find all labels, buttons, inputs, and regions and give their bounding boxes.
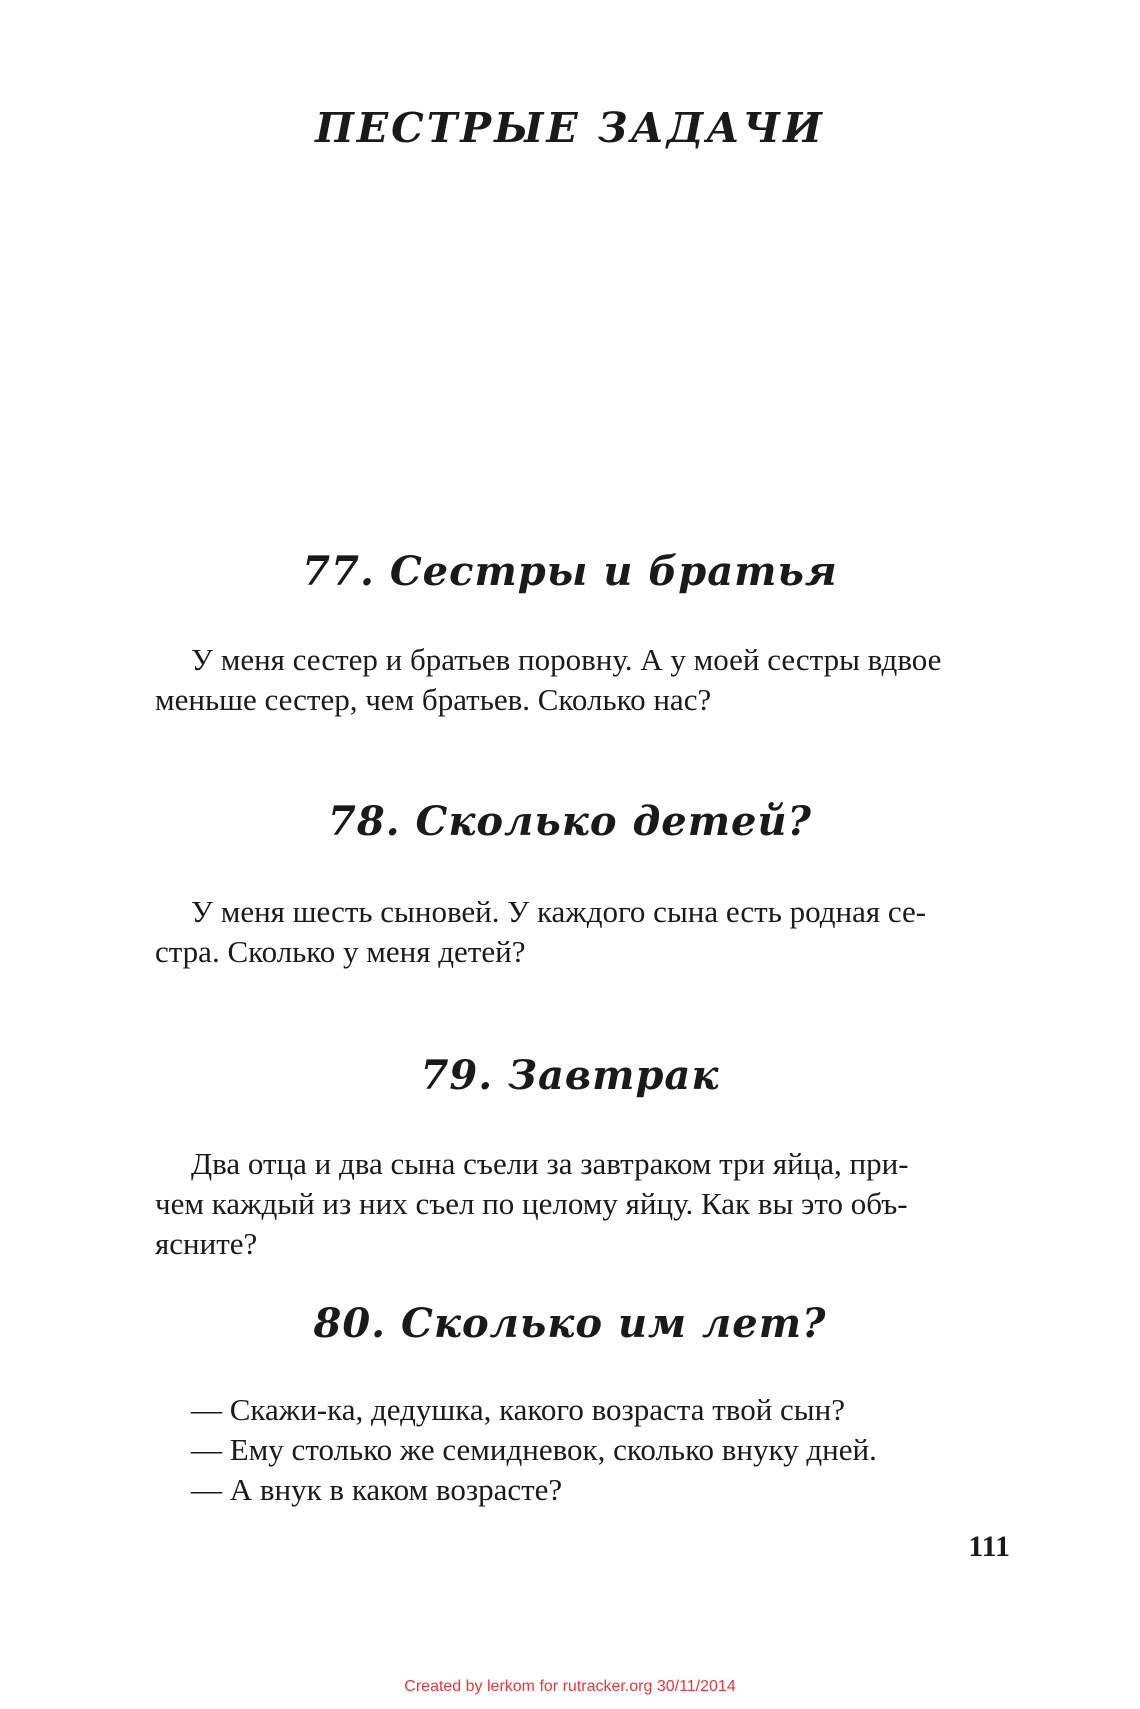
problem-80-line-1: — Скажи-ка, дедушка, какого возраста твой сын? <box>191 1392 845 1427</box>
page-heading: ПЕСТРЫЕ ЗАДАЧИ <box>315 104 825 152</box>
problem-80-title: 80. Сколько им лет? <box>313 1300 827 1347</box>
problem-79-title: 79. Завтрак <box>420 1052 720 1099</box>
problem-80-dialog <box>155 1390 1010 1510</box>
problem-79-line-2: чем каждый из них съел по целому яйцу. Как вы это объ- <box>155 1186 908 1221</box>
problem-77-title: 77. Сестры и братья <box>302 548 838 595</box>
problem-79-text <box>155 1144 1010 1264</box>
problem-78-line-1: У меня шесть сыновей. У каждого сына есть родная се- <box>191 894 927 929</box>
problem-77-text <box>155 640 1010 720</box>
problem-80-line-3: — А внук в каком возрасте? <box>191 1472 563 1507</box>
page-number: 111 <box>968 1530 1010 1563</box>
problem-77-line-1: У меня сестер и братьев поровну. А у моей сестры вдвое <box>191 642 942 677</box>
problem-80-line-2: — Ему столько же семидневок, сколько внуку дней. <box>191 1432 877 1467</box>
problem-77-line-2: меньше сестер, чем братьев. Сколько нас? <box>155 682 712 717</box>
watermark-text: Created by lerkom for rutracker.org 30/11/2014 <box>404 1678 736 1695</box>
problem-78-text <box>155 892 1010 972</box>
problem-78-title: 78. Сколько детей? <box>328 798 812 845</box>
problem-79-line-1: Два отца и два сына съели за завтраком три яйца, при- <box>191 1146 909 1181</box>
problem-78-line-2: стра. Сколько у меня детей? <box>155 934 526 969</box>
problem-79-line-3: ясните? <box>155 1226 258 1261</box>
